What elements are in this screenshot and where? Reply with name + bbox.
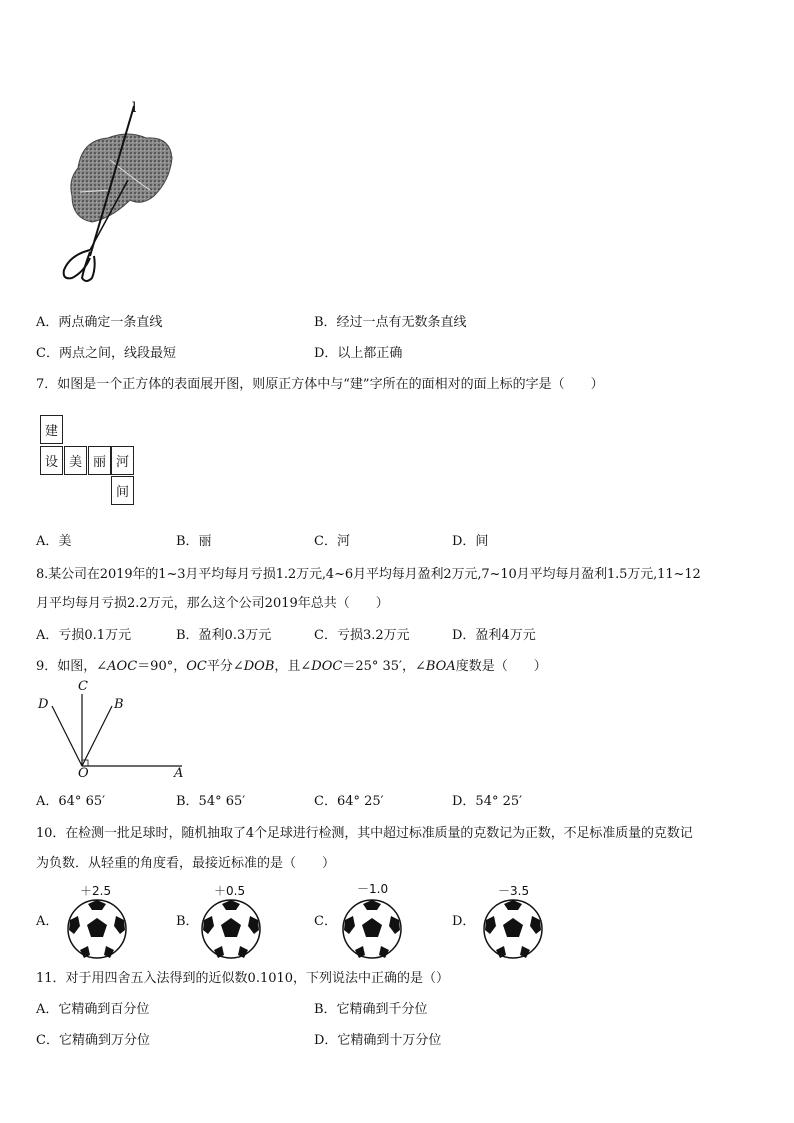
q10-stem-line1: 10．在检测一批足球时，随机抽取了4个足球进行检测，其中超过标准质量的克数记为正数，不足标准质量的克数记 [36,826,693,841]
q9-option-a[interactable]: A．64° 65′ [36,794,106,809]
point-b-label: B [114,697,124,712]
ball-d-value: －3.5 [498,884,530,898]
q9-angle-dob: ∠DOB [232,659,275,674]
net-cell-he: 河 [111,446,134,475]
q7-option-d[interactable]: D．间 [452,534,489,549]
q8-option-a[interactable]: A．亏损0.1万元 [36,628,132,643]
q8-option-b[interactable]: B．盈利0.3万元 [176,628,272,643]
q8-option-c[interactable]: C．亏损3.2万元 [314,628,410,643]
q9-oc: OC [186,659,207,674]
ball-c-value: －1.0 [357,882,389,896]
q10-option-d[interactable]: D． [452,914,476,929]
q7-option-b[interactable]: B．丽 [176,534,212,549]
q7-option-c[interactable]: C．河 [314,534,350,549]
q11-option-c[interactable]: C．它精确到万分位 [36,1033,150,1048]
point-o-label: O [78,766,89,781]
q9-option-d[interactable]: D．54° 25′ [452,794,523,809]
soccer-ball-c-icon[interactable] [341,898,403,960]
net-cell-jian: 建 [40,415,63,444]
net-cell-li: 丽 [88,446,111,475]
net-cell-mei: 美 [64,446,87,475]
q9-stem-mid4: ＝25° 35′， [342,659,415,674]
soccer-ball-b-icon[interactable] [200,898,262,960]
q9-stem-prefix: 9．如图， [36,659,97,674]
q7-stem: 7．如图是一个正方体的表面展开图，则原正方体中与“建”字所在的面相对的面上标的字是（ ） [36,377,604,392]
q11-option-b[interactable]: B．它精确到千分位 [314,1002,428,1017]
point-c-label: C [78,679,88,694]
q9-stem-mid2: 平分 [206,659,233,674]
soccer-ball-a-icon[interactable] [66,898,128,960]
q9-angle-boa: ∠BOA [414,659,456,674]
q9-angle-doc: ∠DOC [300,659,343,674]
q7-option-a[interactable]: A．美 [36,534,72,549]
q9-stem-mid3: ，且 [274,659,301,674]
q8-option-d[interactable]: D．盈利4万元 [452,628,536,643]
point-a-label: A [174,766,184,781]
q9-option-c[interactable]: C．64° 25′ [314,794,384,809]
q6-option-c[interactable]: C．两点之间，线段最短 [36,346,176,361]
line-l-label: l [132,100,137,116]
q9-angle-aoc: ∠AOC [96,659,138,674]
q10-option-c[interactable]: C． [314,914,337,929]
point-d-label: D [38,697,49,712]
q9-option-b[interactable]: B．54° 65′ [176,794,246,809]
ball-a-value: ＋2.5 [80,884,112,898]
q9-stem [36,655,547,674]
q9-stem-suffix: 度数是（ ） [455,659,547,674]
q6-option-d[interactable]: D．以上都正确 [314,346,403,361]
q11-stem: 11．对于用四舍五入法得到的近似数0.1010，下列说法中正确的是（） [36,971,450,986]
ball-b-value: ＋0.5 [214,884,246,898]
q6-option-a[interactable]: A．两点确定一条直线 [36,315,163,330]
q6-option-b[interactable]: B．经过一点有无数条直线 [314,315,467,330]
q10-option-a[interactable]: A． [36,914,59,929]
soccer-ball-d-icon[interactable] [482,898,544,960]
q9-stem-mid1: ＝90°， [137,659,187,674]
q11-option-d[interactable]: D．它精确到十万分位 [314,1033,442,1048]
q10-option-b[interactable]: B． [176,914,199,929]
net-cell-jian2: 间 [111,476,134,505]
net-cell-she: 设 [40,446,63,475]
q11-option-a[interactable]: A．它精确到百分位 [36,1002,150,1017]
q8-stem-line1: 8.某公司在2019年的1~3月平均每月亏损1.2万元,4~6月平均每月盈利2万元,7~10月平均每月盈利1.5万元,11~12 [36,567,701,582]
q10-stem-line2: 为负数．从轻重的角度看，最接近标准的是（ ） [36,856,336,871]
q8-stem-line2: 月平均每月亏损2.2万元，那么这个公司2019年总共（ ） [36,596,389,611]
